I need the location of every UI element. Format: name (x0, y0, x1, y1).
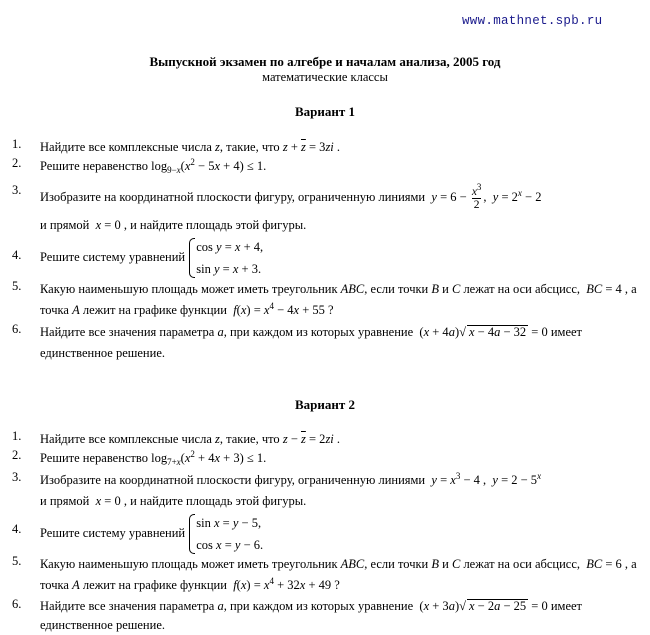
page-title: Выпускной экзамен по алгебре и началам анализа, 2005 год (149, 54, 501, 69)
problem-text: Найдите все комплексные числа z, такие, что $z + \overline{z} = 3zi$ . (40, 140, 341, 154)
equation-system: cos y = x + 4, sin y = x + 3. (188, 236, 263, 280)
variant-1-heading: Вариант 1 (294, 104, 356, 119)
page-subtitle: математические классы (262, 70, 388, 84)
site-url: www.mathnet.spb.ru (462, 14, 603, 28)
problem-text: Какую наименьшую площадь может иметь треугольник ABC, если точки B и C лежат на оси абсцисс, BC = 4 , а точка A лежит на графике функции $f(x) = x^4 - 4x + 55$ ? (40, 282, 637, 317)
problem-text: Изобразите на координатной плоскости фигуру, ограниченную линиями y = 6 − $\frac{x^3}{2}$ , $y = 2^x - 2$ и прямой x = 0 , и найдите площадь этой фигуры. (40, 181, 542, 232)
problem-text: Найдите все значения параметра a, при каждом из которых уравнение (x + 3a)√ x − 2a − 25 = 0 имеет единственное решение. (40, 599, 583, 632)
equation-system: sin x = y − 5, cos x = y − 6. (188, 512, 263, 556)
problem-number: 5. (12, 279, 22, 293)
problem-number: 6. (12, 597, 22, 611)
problem-number: 1. (12, 429, 22, 443)
problem-number: 5. (12, 554, 22, 568)
problem-number: 3. (12, 470, 22, 484)
problem-number: 3. (12, 183, 22, 197)
problem-number: 1. (12, 137, 22, 151)
problem-text: Решите систему уравнений cos y = x + 4, sin y = x + 3. (40, 236, 638, 280)
problem-text: Какую наименьшую площадь может иметь треугольник ABC, если точки B и C лежат на оси абсцисс, BC = 6 , а точка A лежит на графике функции $f(x) = x^4 + 32x + 49$ ? (40, 557, 637, 592)
problem-text: Изобразите на координатной плоскости фигуру, ограниченную линиями $y = x^3 - 4$ , $y = 2 - 5^x$ и прямой x = 0 , и найдите площадь этой фигуры. (40, 471, 542, 508)
variant-2-heading: Вариант 2 (294, 397, 356, 412)
problem-number: 4. (12, 522, 22, 536)
problem-number: 6. (12, 322, 22, 336)
problem-text: Решите систему уравнений sin x = y − 5, cos x = y − 6. (40, 512, 638, 556)
problem-number: 2. (12, 156, 22, 170)
problem-text: Найдите все комплексные числа z, такие, что $z - \overline{z} = 2zi$ . (40, 432, 341, 446)
problem-text: Решите неравенство $\log_{7+x}(x^2 + 4x + 3) \le 1$. (40, 449, 267, 467)
problem-text: Решите неравенство $\log_{9-x}(x^2 - 5x + 4) \le 1$. (40, 157, 267, 175)
problem-number: 2. (12, 448, 22, 462)
problem-number: 4. (12, 248, 22, 262)
problem-text: Найдите все значения параметра a, при каждом из которых уравнение (x + 4a)√ x − 4a − 32 = 0 имеет единственное решение. (40, 325, 583, 360)
